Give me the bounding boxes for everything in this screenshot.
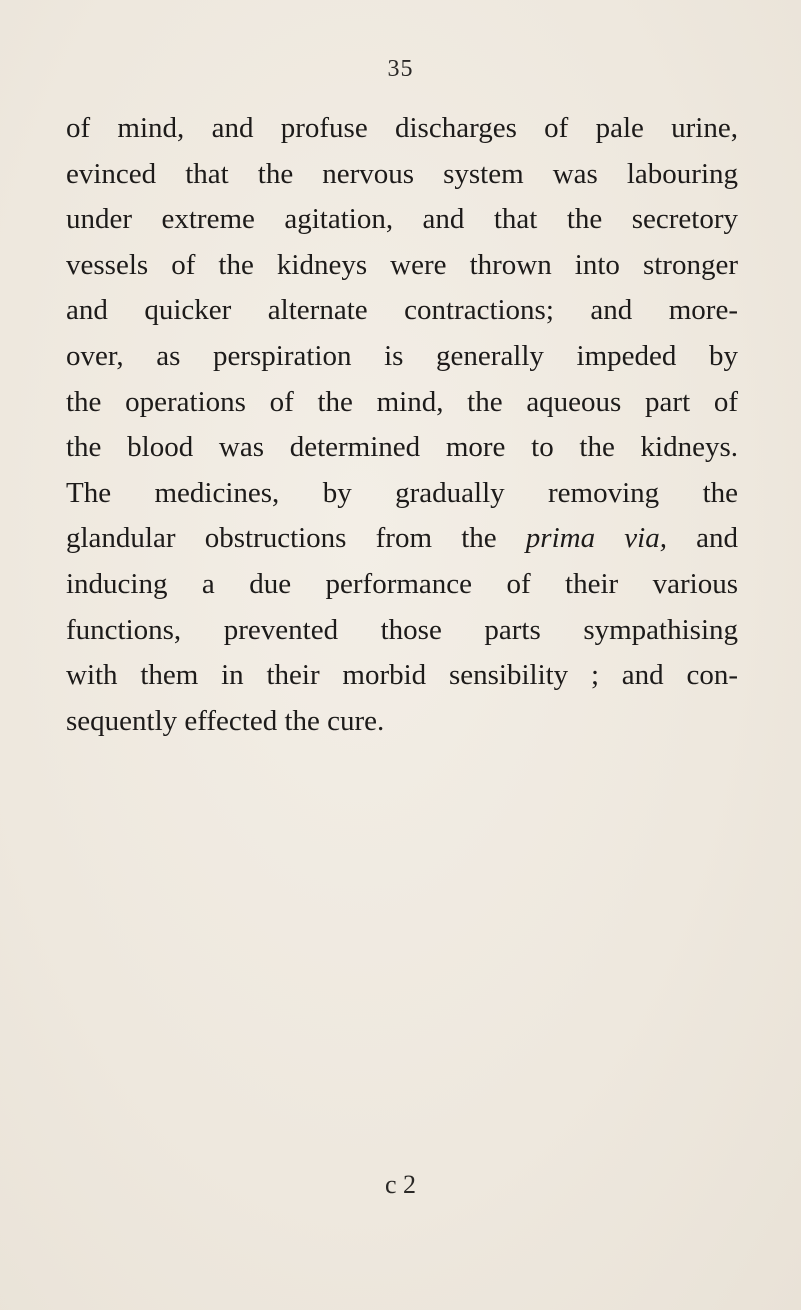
page-number: 35 bbox=[387, 56, 414, 82]
text-line: of mind, and profuse discharges of pale urine, bbox=[66, 112, 738, 144]
text-line: the operations of the mind, the aqueous part of bbox=[66, 385, 738, 418]
text-line: The medicines, by gradually removing the bbox=[66, 476, 738, 509]
signature-mark: c 2 bbox=[384, 1170, 417, 1199]
text-line: vessels of the kidneys were thrown into stronger bbox=[66, 248, 738, 281]
text-line: functions, prevented those parts sympathising bbox=[66, 613, 738, 646]
text-line: under extreme agitation, and that the secretory bbox=[66, 203, 738, 236]
text-line: over, as perspiration is generally impeded by bbox=[66, 339, 738, 372]
text-segment: and bbox=[666, 522, 739, 555]
italic-phrase: prima via, bbox=[525, 522, 667, 555]
text-line: and quicker alternate contractions; and more- bbox=[66, 294, 738, 327]
text-line: the blood was determined more to the kidneys. bbox=[66, 431, 738, 464]
text-line: evinced that the nervous system was labouring bbox=[66, 157, 738, 190]
text-segment: glandular obstructions from the bbox=[66, 522, 526, 555]
text-line: inducing a due performance of their various bbox=[66, 567, 738, 600]
text-line: with them in their morbid sensibility ; and con- bbox=[66, 659, 738, 692]
body-paragraph bbox=[66, 106, 738, 744]
text-line: sequently effected the cure. bbox=[66, 704, 385, 737]
text-line-with-italic bbox=[66, 516, 738, 562]
